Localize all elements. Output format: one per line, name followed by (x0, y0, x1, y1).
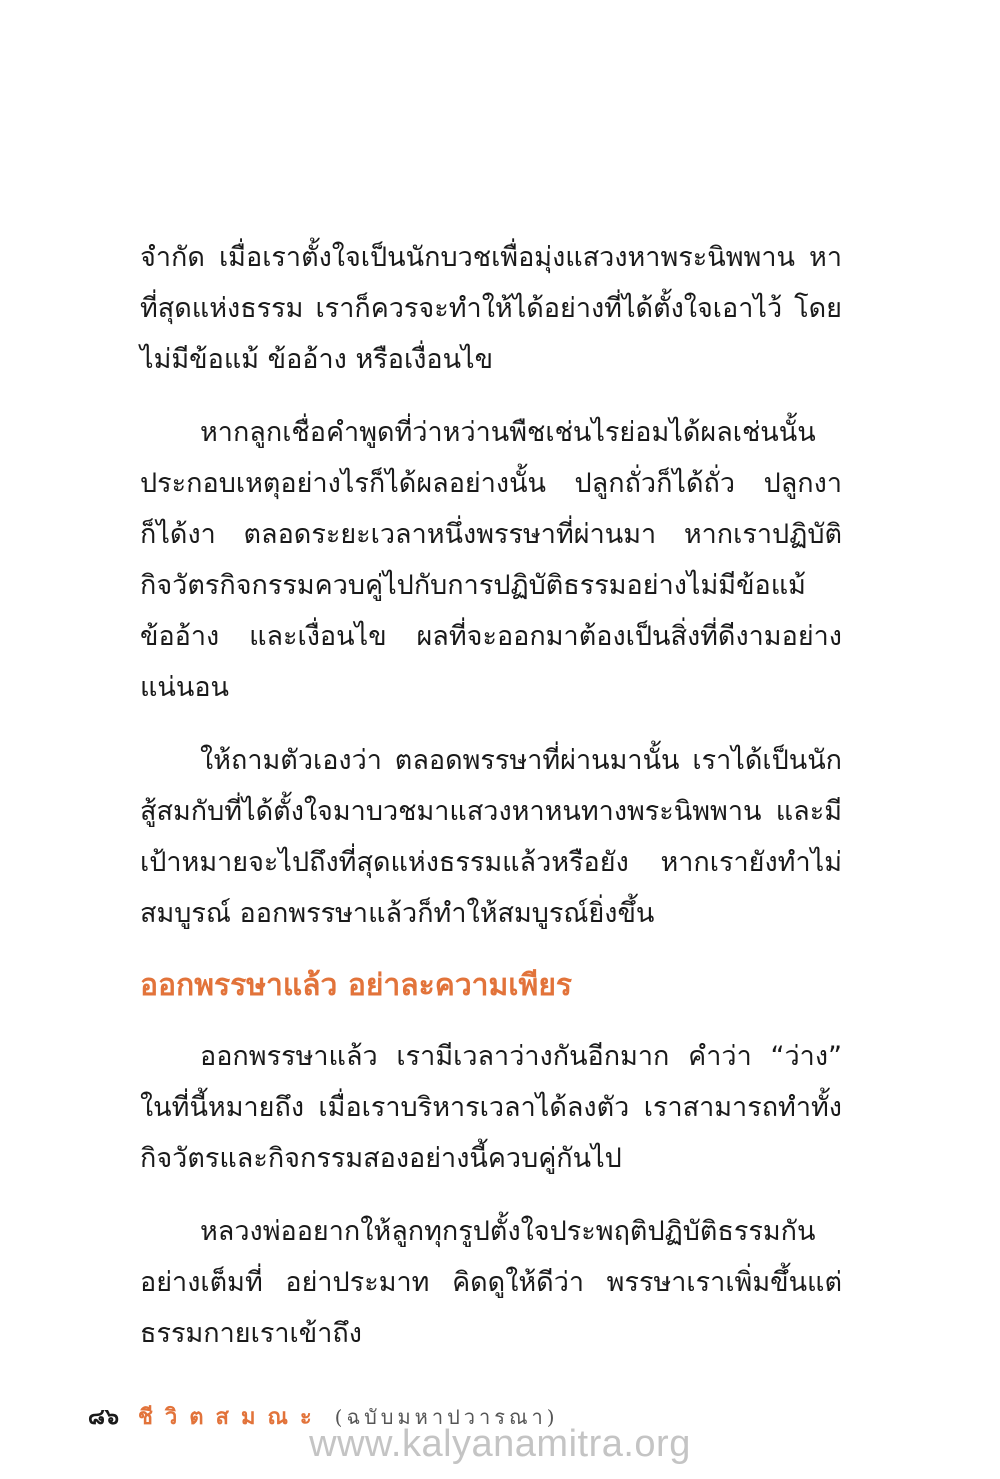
paragraph-2: หากลูกเชื่อคำพูดที่ว่าหว่านพืชเช่นไรย่อมได้ผลเช่นนั้น ประกอบเหตุอย่างไรก็ได้ผลอย่างนั้น ปลูกถั่วก็ได้ถั่ว ปลูกงาก็ได้งา ตลอดระยะเวลาหนึ่งพรรษาที่ผ่านมา หากเราปฏิบัติกิจวัตรกิจกรรมควบคู่ไปกับการปฏิบัติธรรมอย่างไม่มีข้อแม้ ข้ออ้าง และเงื่อนไข ผลที่จะออกมาต้องเป็นสิ่งที่ดีงามอย่างแน่นอน (140, 417, 842, 703)
book-edition: (ฉบับมหาปวารณา) (334, 1405, 559, 1429)
section-heading: ออกพรรษาแล้ว อย่าละความเพียร (140, 968, 573, 1003)
paragraph-3: ให้ถามตัวเองว่า ตลอดพรรษาที่ผ่านมานั้น เราได้เป็นนักสู้สมกับที่ได้ตั้งใจมาบวชมาแสวงหาหนทางพระนิพพาน และมีเป้าหมายจะไปถึงที่สุดแห่งธรรมแล้วหรือยัง หากเรายังทำไม่สมบูรณ์ ออกพรรษาแล้วก็ทำให้สมบูรณ์ยิ่งขึ้น (140, 745, 842, 929)
paragraph-4: ออกพรรษาแล้ว เรามีเวลาว่างกันอีกมาก คำว่า “ว่าง” ในที่นี้หมายถึง เมื่อเราบริหารเวลาได้ลงตัว เราสามารถทำทั้งกิจวัตรและกิจกรรมสองอย่างนี้ควบคู่กันไป (140, 1041, 842, 1174)
page-number: ๘๖ (88, 1405, 119, 1430)
book-title: ชีวิตสมณะ (137, 1405, 324, 1430)
page-body (140, 232, 842, 1381)
watermark-url: www.kalyanamitra.org (309, 1423, 691, 1465)
paragraph-1: จำกัด เมื่อเราตั้งใจเป็นนักบวชเพื่อมุ่งแสวงหาพระนิพพาน หาที่สุดแห่งธรรม เราก็ควรจะทำให้ได้อย่างที่ได้ตั้งใจเอาไว้ โดยไม่มีข้อแม้ ข้ออ้าง หรือเงื่อนไข (140, 242, 842, 375)
paragraph-5: หลวงพ่ออยากให้ลูกทุกรูปตั้งใจประพฤติปฏิบัติธรรมกันอย่างเต็มที่ อย่าประมาท คิดดูให้ดีว่า พรรษาเราเพิ่มขึ้นแต่ธรรมกายเราเข้าถึง (140, 1216, 842, 1349)
